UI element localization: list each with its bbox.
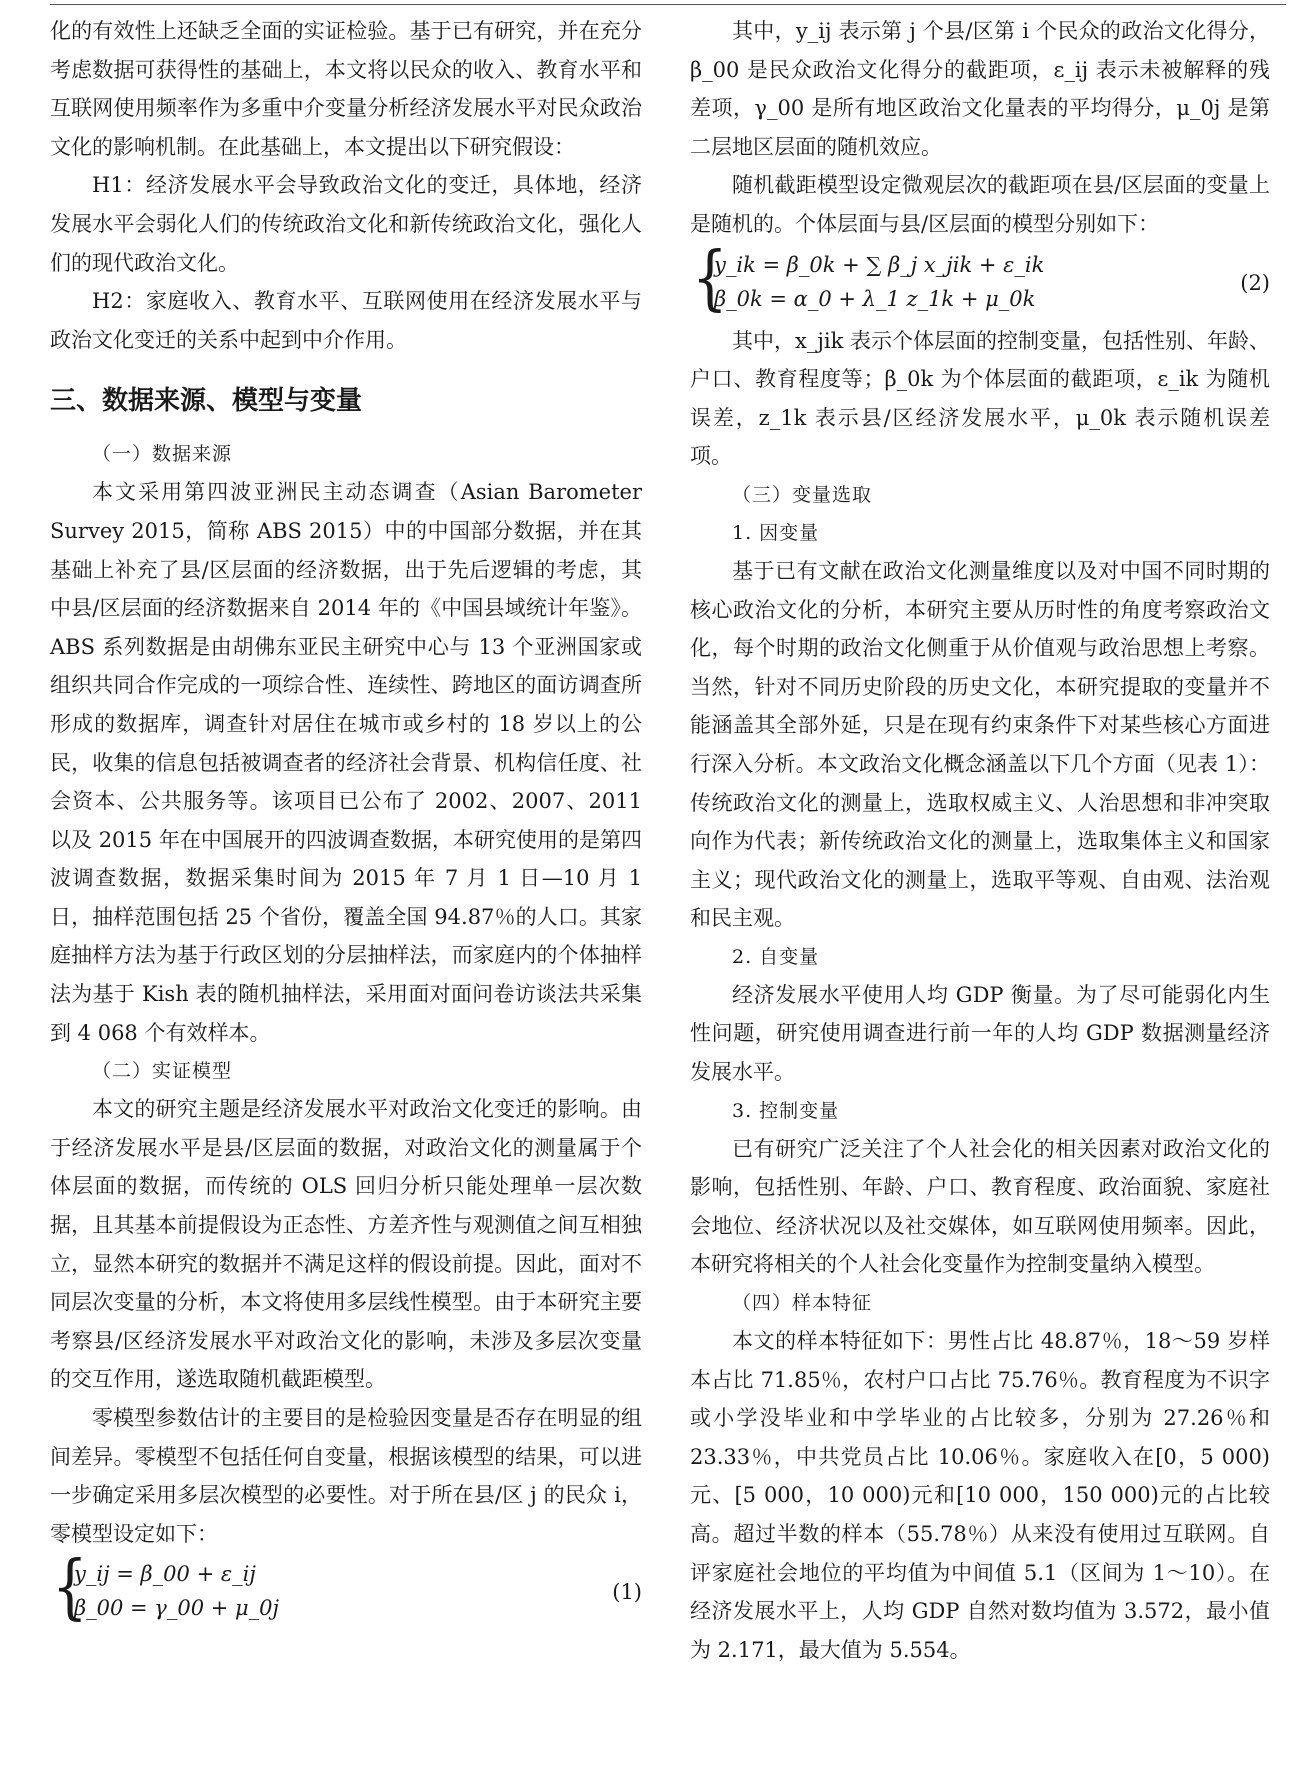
subsection-heading: 2. 自变量: [732, 945, 820, 968]
paragraph: 本文的研究主题是经济发展水平对政治文化变迁的影响。由于经济发展水平是县/区层面的数据，对政治文化的测量属于个体层面的数据，而传统的 OLS 回归分析只能处理单一层次数据，且其基本前提假设为正态性、方差齐性与观测值之间互相独立，显然本研究的数据并不满足这样的假设前提。因此，面对不同层次变量的分析，本文将使用多层线性模型。由于本研究主要考察县/区经济发展水平对政治文化的影响，未涉及多层次变量的交互作用，遂选取随机截距模型。: [50, 1097, 642, 1392]
paragraph: 经济发展水平使用人均 GDP 衡量。为了尽可能弱化内生性问题，研究使用调查进行前一年的人均 GDP 数据测量经济发展水平。: [690, 982, 1270, 1085]
paragraph: 其中，y_ij 表示第 j 个县/区第 i 个民众的政治文化得分，β_00 是民众政治文化得分的截距项，ε_ij 表示未被解释的残差项，γ_00 是所有地区政治文化量表的平均得分，μ_0j 是第二层地区层面的随机效应。: [690, 19, 1270, 159]
equation-number: (1): [612, 1580, 642, 1605]
subsection-heading: （四）样本特征: [732, 1292, 873, 1315]
brace: {: [692, 237, 728, 319]
equation-line: β_0k = α_0 + λ_1 z_1k + μ_0k: [714, 286, 1036, 311]
paragraph: 零模型参数估计的主要目的是检验因变量是否存在明显的组间差异。零模型不包括任何自变量，根据该模型的结果，可以进一步确定采用多层次模型的必要性。对于所在县/区 j 的民众 i，零模型设定如下：: [50, 1406, 642, 1546]
hypothesis-h1: H1：经济发展水平会导致政治文化的变迁，具体地，经济发展水平会弱化人们的传统政治文化和新传统政治文化，强化人们的现代政治文化。: [50, 173, 642, 275]
right-column: [690, 12, 1270, 1669]
left-column: [50, 12, 642, 1631]
subsection-heading: 3. 控制变量: [732, 1099, 840, 1122]
equation-line: β_00 = γ_00 + μ_0j: [74, 1596, 280, 1621]
paragraph: 已有研究广泛关注了个人社会化的相关因素对政治文化的影响，包括性别、年龄、户口、教育程度、政治面貌、家庭社会地位、经济状况以及社交媒体，如互联网使用频率。因此，本研究将相关的个人社会化变量作为控制变量纳入模型。: [690, 1136, 1270, 1277]
subsection-heading: （二）实证模型: [92, 1060, 233, 1083]
equation-line: y_ij = β_00 + ε_ij: [74, 1562, 256, 1587]
paragraph: 其中，x_jik 表示个体层面的控制变量，包括性别、年龄、户口、教育程度等；β_0k 为个体层面的截距项，ε_ik 为随机误差，z_1k 表示县/区经济发展水平，μ_0k 表示随机误差项。: [690, 328, 1270, 469]
paragraph: 本文采用第四波亚洲民主动态调查（Asian Barometer Survey 2015，简称 ABS 2015）中的中国部分数据，并在其基础上补充了县/区层面的经济数据，出于先后逻辑的考虑，其中县/区层面的经济数据来自 2014 年的《中国县域统计年鉴》。ABS 系列数据是由胡佛东亚民主研究中心与 13 个亚洲国家或组织共同合作完成的一项综合性、连续性、跨地区的面访调查所形成的数据库，调查针对居住在城市或乡村的 18 岁以上的公民，收集的信息包括被调查者的经济社会背景、机构信任度、社会资本、公共服务等。该项目已公布了 2002、2007、2011 以及 2015 年在中国展开的四波调查数据，本研究使用的是第四波调查数据，数据采集时间为 2015 年 7 月 1 日—10 月 1 日，抽样范围包括 25 个省份，覆盖全国 94.87％的人口。其家庭抽样方法为基于行政区划的分层抽样法，而家庭内的个体抽样法为基于 Kish 表的随机抽样法，采用面对面问卷访谈法共采集到 4 068 个有效样本。: [50, 480, 642, 1045]
paragraph: 化的有效性上还缺乏全面的实证检验。基于已有研究，并在充分考虑数据可获得性的基础上，本文将以民众的收入、教育水平和互联网使用频率作为多重中介变量分析经济发展水平对民众政治文化的影响机制。在此基础上，本文提出以下研究假设：: [50, 19, 642, 159]
subsection-heading: （三）变量选取: [732, 483, 873, 506]
equation-line: y_ik = β_0k + ∑ β_j x_jik + ε_ik: [714, 252, 1045, 277]
equation-number: (2): [1240, 270, 1270, 295]
subsection-heading: 1. 因变量: [732, 521, 820, 544]
equation-1: [50, 1547, 642, 1629]
paragraph: 基于已有文献在政治文化测量维度以及对中国不同时期的核心政治文化的分析，本研究主要从历时性的角度考察政治文化，每个时期的政治文化侧重于从价值观与政治思想上考察。当然，针对不同历史阶段的历史文化，本研究提取的变量并不能涵盖其全部外延，只是在现有约束条件下对某些核心方面进行深入分析。本文政治文化概念涵盖以下几个方面（见表 1）：传统政治文化的测量上，选取权威主义、人治思想和非冲突取向作为代表；新传统政治文化的测量上，选取集体主义和国家主义；现代政治文化的测量上，选取平等观、自由观、法治观和民主观。: [690, 558, 1270, 931]
equation-2: [690, 237, 1270, 319]
header-rule: [50, 4, 1286, 5]
hypothesis-h2: H2：家庭收入、教育水平、互联网使用在经济发展水平与政治文化变迁的关系中起到中介作用。: [50, 289, 642, 352]
section-heading: 三、数据来源、模型与变量: [50, 386, 363, 417]
brace: {: [52, 1547, 88, 1629]
paragraph: 本文的样本特征如下：男性占比 48.87％，18～59 岁样本占比 71.85％，农村户口占比 75.76％。教育程度为不识字或小学没毕业和中学毕业的占比较多，分别为 27.26％和 23.33％，中共党员占比 10.06％。家庭收入在[0，5 000)元、[5 000，10 000)元和[10 000，150 000)元的占比较高。超过半数的样本（55.78％）从来没有使用过互联网。自评家庭社会地位的平均值为中间值 5.1（区间为 1～10）。在经济发展水平上，人均 GDP 自然对数均值为 3.572，最小值为 2.171，最大值为 5.554。: [690, 1329, 1270, 1662]
subsection-heading: （一）数据来源: [92, 443, 233, 466]
paragraph: 随机截距模型设定微观层次的截距项在县/区层面的变量上是随机的。个体层面与县/区层面的模型分别如下：: [690, 173, 1270, 236]
